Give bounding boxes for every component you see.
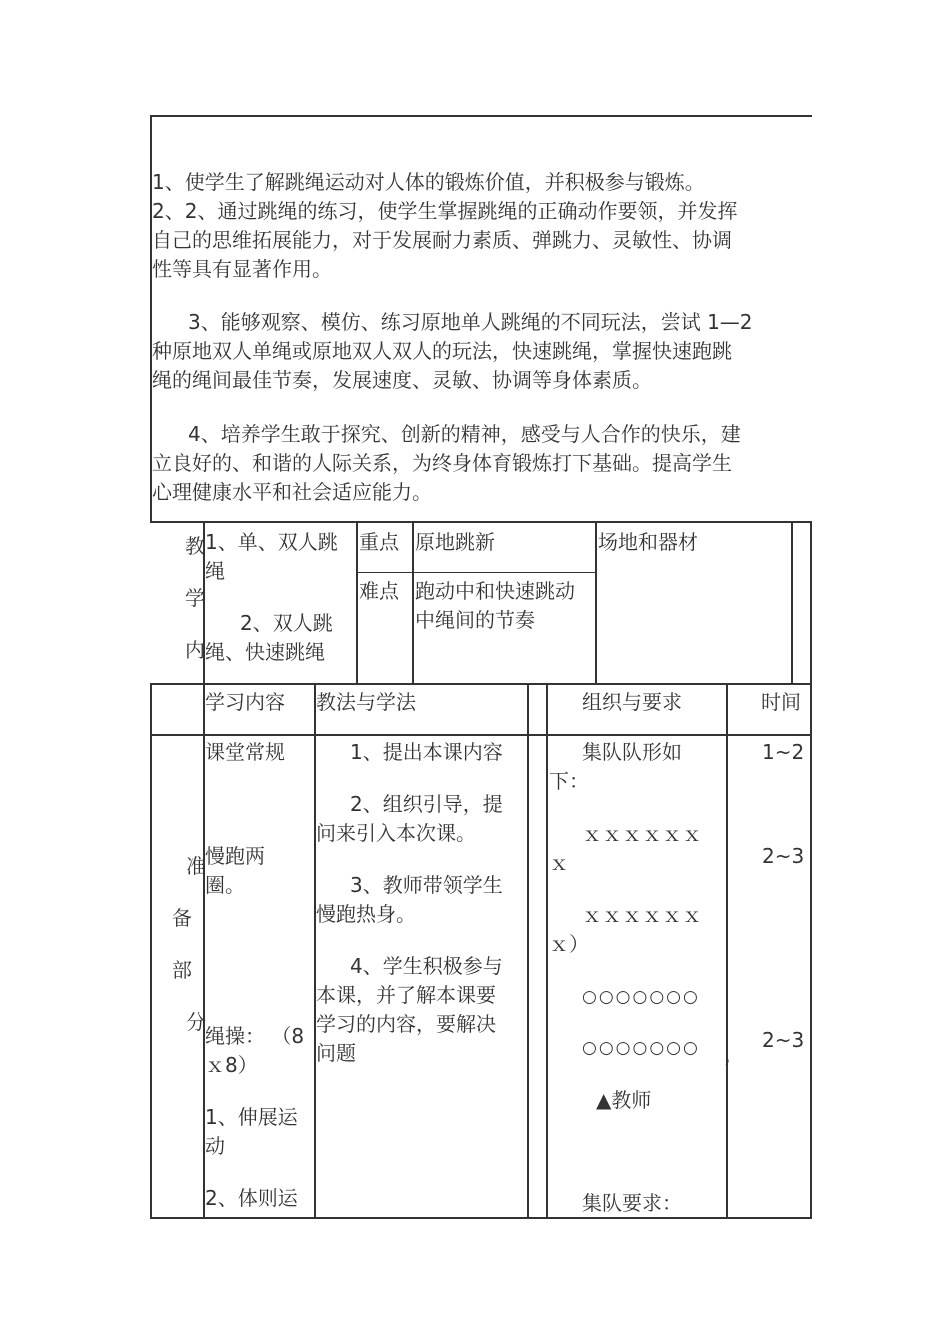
method-3-b: 慢跑热身。	[316, 902, 416, 926]
objective-3-line-b: 种原地双人单绳或原地双人双人的玩法，快速跳绳，掌握快速跑跳	[152, 339, 732, 363]
content-item-1-a: 1、单、双人跳	[205, 530, 338, 554]
plan-header-line	[150, 734, 812, 736]
content-table-top-line	[150, 521, 812, 523]
org-row-1-b: ｘ	[549, 851, 569, 875]
difficulty-label: 难点	[359, 579, 399, 603]
section-char-2: 备	[172, 906, 192, 930]
content-stretch-a: 1、伸展运	[205, 1105, 298, 1129]
header-content: 学习内容	[205, 690, 285, 714]
org-row-2-b: ｘ）	[549, 932, 589, 956]
content-jog-b: 圈。	[205, 873, 245, 897]
org-student-row-2: ○○○○○○○	[582, 1038, 700, 1058]
difficulty-value-b: 中绳间的节奏	[415, 608, 535, 632]
section-char-4: 分	[186, 1010, 206, 1034]
content-label-char-3: 内	[185, 638, 205, 662]
org-requirements: 集队要求：	[582, 1191, 682, 1215]
org-teacher-marker: ▲教师	[596, 1088, 652, 1112]
org-student-row-2-mark: ，	[724, 1042, 744, 1066]
difficulty-value-a: 跑动中和快速跳动	[415, 579, 575, 603]
plan-col-5	[726, 683, 728, 1219]
time-2: 2~3	[762, 844, 805, 868]
content-stretch-b: 动	[205, 1134, 225, 1158]
plan-col-3	[527, 683, 529, 1219]
content-label-char-1: 教	[185, 534, 205, 558]
content-item-2-a: 2、双人跳	[240, 611, 333, 635]
time-3: 2~3	[762, 1028, 805, 1052]
content-table-bottom-line	[150, 683, 812, 685]
org-row-2-a: ｘｘｘｘｘｘ	[582, 903, 702, 927]
header-method: 教法与学法	[316, 690, 416, 714]
content-col-4	[595, 521, 597, 685]
plan-col-4	[546, 683, 548, 1219]
content-col-6	[810, 521, 812, 685]
key-difficulty-divider	[357, 572, 597, 573]
plan-bottom-line	[150, 1217, 812, 1219]
header-organization: 组织与要求	[582, 690, 682, 714]
method-4-c: 学习的内容，要解决	[316, 1012, 496, 1036]
content-col-2	[356, 521, 358, 685]
org-row-1-a: ｘｘｘｘｘｘ	[582, 822, 702, 846]
section-char-3: 部	[172, 958, 192, 982]
header-time: 时间	[761, 690, 801, 714]
content-rope-b: ｘ8）	[205, 1053, 258, 1077]
objective-3-line-a: 3、能够观察、模仿、练习原地单人跳绳的不同玩法，尝试 1—2	[188, 310, 753, 334]
org-student-row-1: ○○○○○○○	[582, 987, 700, 1007]
objective-2-line-b: 自己的思维拓展能力，对于发展耐力素质、弹跳力、灵敏性、协调	[152, 228, 732, 252]
objective-2-line-a: 2、2、通过跳绳的练习，使学生掌握跳绳的正确动作要领，并发挥	[152, 199, 738, 223]
content-label-char-2: 学	[185, 586, 205, 610]
content-item-2-b: 绳、快速跳绳	[205, 640, 325, 664]
org-formation-a: 集队队形如	[582, 740, 682, 764]
plan-col-6	[810, 683, 812, 1219]
method-4-b: 本课，并了解本课要	[316, 983, 496, 1007]
content-col-3	[412, 521, 414, 685]
content-routine: 课堂常规	[205, 740, 285, 764]
top-border	[150, 115, 812, 117]
objective-4-line-c: 心理健康水平和社会适应能力。	[152, 480, 432, 504]
section-char-1: 准	[186, 854, 206, 878]
key-point-value: 原地跳新	[415, 530, 495, 554]
method-2-b: 问来引入本次课。	[316, 821, 476, 845]
method-4-a: 4、学生积极参与	[350, 954, 503, 978]
plan-col-0	[150, 683, 152, 1219]
content-body-a: 2、体则运	[205, 1186, 298, 1210]
venue-equipment-label: 场地和器材	[598, 530, 698, 554]
content-col-5	[791, 521, 793, 685]
time-1: 1~2	[762, 740, 805, 764]
content-rope-a: 绳操： （8	[205, 1024, 305, 1048]
objective-1: 1、使学生了解跳绳运动对人体的锻炼价值，并积极参与锻炼。	[152, 170, 705, 194]
method-3-a: 3、教师带领学生	[350, 873, 503, 897]
org-formation-b: 下：	[549, 769, 589, 793]
plan-col-2	[314, 683, 316, 1219]
content-item-1-b: 绳	[205, 559, 225, 583]
objective-3-line-c: 绳的绳间最佳节奏，发展速度、灵敏、协调等身体素质。	[152, 368, 652, 392]
objective-4-line-a: 4、培养学生敢于探究、创新的精神，感受与人合作的快乐，建	[188, 422, 741, 446]
key-point-label: 重点	[359, 530, 399, 554]
content-jog-a: 慢跑两	[205, 844, 265, 868]
objective-2-line-c: 性等具有显著作用。	[152, 257, 332, 281]
method-1: 1、提出本课内容	[350, 740, 503, 764]
method-4-d: 问题	[316, 1041, 356, 1065]
method-2-a: 2、组织引导，提	[350, 792, 503, 816]
objective-4-line-b: 立良好的、和谐的人际关系，为终身体育锻炼打下基础。提高学生	[152, 451, 732, 475]
